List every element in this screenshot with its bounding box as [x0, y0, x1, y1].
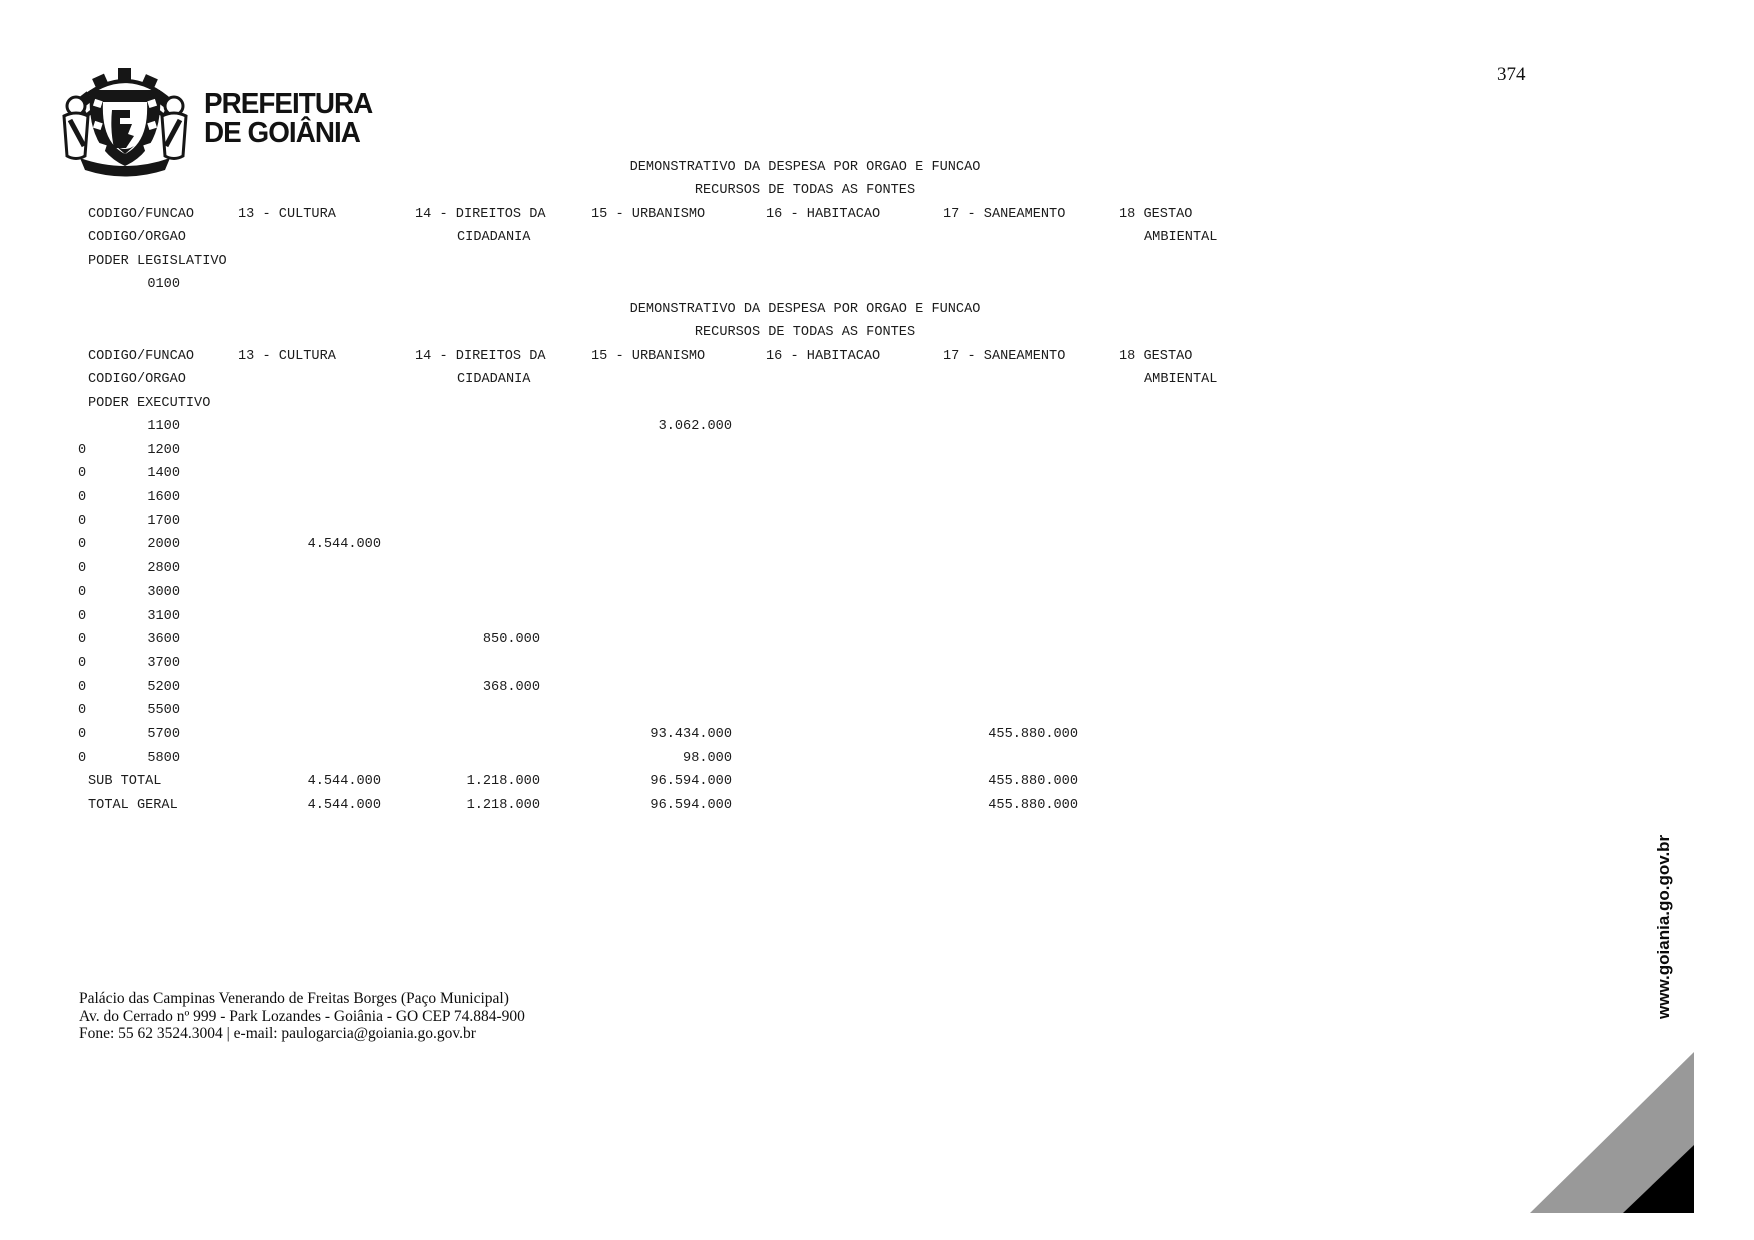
- zero-flag: 0: [78, 584, 87, 600]
- header-col-saneamento: 17 - SANEAMENTO: [943, 349, 1066, 364]
- value-urbanismo: 98.000: [683, 750, 732, 766]
- function-code: 1600: [147, 490, 180, 506]
- value-saneamento: 455.880.000: [988, 726, 1078, 742]
- function-code: 5700: [147, 726, 180, 742]
- footer-line1: Palácio das Campinas Venerando de Freitas Borges (Paço Municipal): [79, 990, 509, 1007]
- zero-flag: 0: [78, 537, 87, 553]
- zero-flag: 0: [78, 703, 87, 719]
- function-code: 3100: [147, 608, 180, 624]
- legislative-rows: [0, 276, 1610, 300]
- report-title: DEMONSTRATIVO DA DESPESA POR ORGAO E FUNCAO: [629, 160, 981, 175]
- table-row: [0, 442, 1610, 466]
- value-cultura: 4.544.000: [307, 798, 381, 813]
- zero-flag: 0: [78, 561, 87, 577]
- header-col-gestao: 18 GESTAO: [1119, 207, 1193, 222]
- table-row: [0, 418, 1610, 442]
- zero-flag: 0: [78, 442, 87, 458]
- function-code: 5800: [147, 750, 180, 766]
- value-urbanismo: 93.434.000: [650, 726, 732, 742]
- logo-line2: DE GOIÂNIA: [204, 117, 360, 149]
- table-row: [0, 631, 1610, 655]
- header-col-habitacao: 16 - HABITACAO: [766, 349, 881, 364]
- value-saneamento: 455.880.000: [988, 774, 1078, 790]
- total-label: SUB TOTAL: [88, 774, 162, 790]
- report-title-2: DEMONSTRATIVO DA DESPESA POR ORGAO E FUNCAO: [629, 302, 981, 317]
- function-code: 1100: [147, 419, 180, 434]
- executive-rows: [0, 418, 1610, 821]
- table-row: [0, 726, 1610, 750]
- report-subtitle-2: RECURSOS DE TODAS AS FONTES: [694, 325, 916, 340]
- zero-flag: 0: [78, 750, 87, 766]
- table-row: [0, 276, 1610, 300]
- zero-flag: 0: [78, 679, 87, 695]
- header-col-urbanismo: 15 - URBANISMO: [591, 207, 706, 222]
- function-code: 1700: [147, 513, 180, 529]
- website-vertical-text: www.goiania.go.gov.br: [1654, 834, 1673, 1019]
- value-direitos-cidadania: 1.218.000: [466, 798, 540, 813]
- header-col-saneamento: 17 - SANEAMENTO: [943, 207, 1066, 222]
- total-row: [0, 773, 1610, 797]
- value-saneamento: 455.880.000: [988, 798, 1078, 813]
- value-cultura: 4.544.000: [307, 774, 381, 790]
- zero-flag: 0: [78, 490, 87, 506]
- power-label-executivo: PODER EXECUTIVO: [88, 396, 211, 411]
- table-row: [0, 584, 1610, 608]
- value-cultura: 4.544.000: [307, 537, 381, 553]
- zero-flag: 0: [78, 632, 87, 648]
- header-ambiental: AMBIENTAL: [1144, 230, 1218, 245]
- function-code: 5500: [147, 703, 180, 719]
- function-code: 1400: [147, 466, 180, 482]
- function-code: 0100: [147, 277, 180, 292]
- zero-flag: 0: [78, 726, 87, 742]
- zero-flag: 0: [78, 513, 87, 529]
- zero-flag: 0: [78, 608, 87, 624]
- page-number: 374: [1497, 64, 1526, 85]
- header-col-habitacao: 16 - HABITACAO: [766, 207, 881, 222]
- function-code: 1200: [147, 442, 180, 458]
- logo-line1: PREFEITURA: [204, 88, 373, 120]
- table-row: [0, 536, 1610, 560]
- value-direitos-cidadania: 1.218.000: [466, 774, 540, 790]
- footer-address: [79, 990, 525, 1043]
- logo-wordmark: [204, 90, 372, 148]
- table-row: [0, 750, 1610, 774]
- header-col-direitos: 14 - DIREITOS DA: [415, 349, 546, 364]
- header-cidadania: CIDADANIA: [457, 372, 531, 387]
- function-code: 5200: [147, 679, 180, 695]
- header-codigo-orgao: CODIGO/ORGAO: [88, 372, 186, 387]
- power-label-legislativo: PODER LEGISLATIVO: [88, 254, 227, 269]
- header-col-urbanismo: 15 - URBANISMO: [591, 349, 706, 364]
- header-codigo-funcao: CODIGO/FUNCAO: [88, 207, 195, 222]
- zero-flag: 0: [78, 655, 87, 671]
- value-direitos-cidadania: 850.000: [482, 632, 540, 648]
- table-row: [0, 465, 1610, 489]
- table-row: [0, 489, 1610, 513]
- header-codigo-funcao: CODIGO/FUNCAO: [88, 349, 195, 364]
- footer-line3: Fone: 55 62 3524.3004 | e-mail: paulogarcia@goiania.go.gov.br: [79, 1025, 476, 1043]
- table-row: [0, 560, 1610, 584]
- function-code: 2000: [147, 537, 180, 553]
- total-label: TOTAL GERAL: [88, 798, 178, 813]
- footer-line2: Av. do Cerrado nº 999 - Park Lozandes - Goiânia - GO CEP 74.884-900: [79, 1007, 525, 1025]
- header-codigo-orgao: CODIGO/ORGAO: [88, 230, 186, 245]
- report-subtitle: RECURSOS DE TODAS AS FONTES: [694, 183, 916, 198]
- function-code: 3700: [147, 655, 180, 671]
- table-row: [0, 608, 1610, 632]
- value-urbanismo: 96.594.000: [650, 798, 732, 813]
- table-row: [0, 679, 1610, 703]
- total-row: [0, 797, 1610, 821]
- header-col-cultura: 13 - CULTURA: [238, 349, 336, 364]
- header-ambiental: AMBIENTAL: [1144, 372, 1218, 387]
- function-code: 3600: [147, 632, 180, 648]
- header-col-cultura: 13 - CULTURA: [238, 207, 336, 222]
- table-row: [0, 702, 1610, 726]
- header-col-direitos: 14 - DIREITOS DA: [415, 207, 546, 222]
- value-direitos-cidadania: 368.000: [482, 679, 540, 695]
- table-row: [0, 513, 1610, 537]
- zero-flag: 0: [78, 466, 87, 482]
- value-urbanismo: 96.594.000: [650, 774, 732, 790]
- value-urbanismo: 3.062.000: [658, 419, 732, 434]
- header-col-gestao: 18 GESTAO: [1119, 349, 1193, 364]
- header-cidadania: CIDADANIA: [457, 230, 531, 245]
- function-code: 3000: [147, 584, 180, 600]
- table-row: [0, 655, 1610, 679]
- function-code: 2800: [147, 561, 180, 577]
